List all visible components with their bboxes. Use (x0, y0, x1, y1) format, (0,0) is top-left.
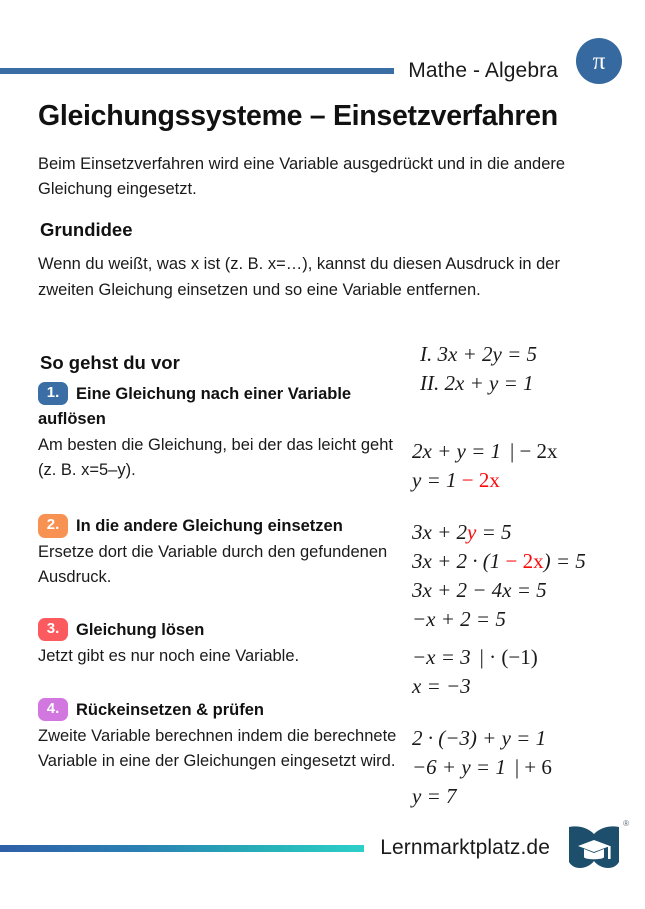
step-body-3: Jetzt gibt es nur noch eine Variable. (38, 646, 300, 665)
step-heading-4 (38, 698, 398, 723)
equation-expr: ) = 5 (543, 548, 586, 573)
step-item-2 (38, 514, 398, 591)
step-heading-3 (38, 618, 398, 643)
equation-line (412, 753, 552, 782)
step-badge-3: 3. (38, 618, 68, 641)
step-item-3 (38, 618, 398, 669)
section-heading-grundidee: Grundidee (40, 219, 133, 240)
steps-list (38, 382, 398, 786)
step-item-1 (38, 382, 398, 483)
equation-line (412, 547, 586, 576)
equation-highlight: y (467, 520, 477, 544)
step-heading-1 (38, 382, 398, 432)
equation-line (412, 518, 586, 547)
equation-line: y = 7 (412, 783, 457, 808)
equation-label-1: I. (420, 342, 433, 366)
step-title-1: Eine Gleichung nach einer Variable auflösen (38, 385, 352, 428)
pi-circle-icon (576, 38, 622, 84)
step-body-1: Am besten die Gleichung, bei der das leicht geht (z. B. x=5–y). (38, 435, 393, 479)
step-title-2: In die andere Gleichung einsetzen (76, 517, 343, 536)
equation-operation: | · (−1) (479, 645, 538, 669)
equation-operation: | + 6 (514, 754, 552, 779)
equation-line (412, 437, 558, 466)
equation-block-step3 (412, 643, 538, 701)
equation-line (412, 643, 538, 672)
intro-paragraph: Beim Einsetzverfahren wird eine Variable ausgedrückt und in die andere Gleichung eingesetzt. (38, 155, 566, 199)
footer-divider-rule (0, 845, 364, 852)
step-badge-4: 4. (38, 698, 68, 721)
equation-line (412, 466, 558, 495)
equation-line: 2 · (−3) + y = 1 (412, 726, 547, 750)
section-heading-vorgehen: So gehst du vor (40, 352, 180, 373)
step-badge-1: 1. (38, 382, 68, 405)
equation-block-system (420, 340, 537, 398)
equation-operation: | − 2x (509, 439, 558, 463)
page-footer (0, 817, 645, 879)
step-title-3: Gleichung lösen (76, 620, 205, 639)
equation-line: x = −3 (412, 673, 471, 698)
equation-expr: 2x + y = 1 (412, 439, 501, 463)
equation-highlight: − 2x (505, 548, 544, 573)
step-title-4: Rückeinsetzen & prüfen (76, 701, 264, 720)
page-title: Gleichungssysteme – Einsetzverfahren (38, 100, 558, 132)
equation-expr-2: 2x + y = 1 (444, 370, 534, 395)
subject-label: Mathe - Algebra (408, 58, 558, 82)
equation-expr: 3x + 2 · (1 (412, 548, 506, 573)
equation-block-step2 (412, 518, 586, 634)
equation-expr: −x = 3 (412, 645, 471, 669)
step-body-4: Zweite Variable berechnen indem die berechnete Variable in eine der Gleichungen eingesetzt wird. (38, 726, 397, 771)
graduation-book-icon (566, 819, 629, 876)
svg-text:π: π (592, 48, 606, 75)
equation-expr: = 5 (476, 520, 512, 544)
equation-expr: 3x + 2 (412, 520, 467, 544)
equation-expr: −6 + y = 1 (412, 754, 506, 779)
page-header (0, 30, 645, 92)
section-body-grundidee: Wenn du weißt, was x ist (z. B. x=…), kannst du diesen Ausdruck in der zweiten Gleichung einsetzen und so eine Variable entfernen. (38, 255, 560, 299)
equation-line: 3x + 2 − 4x = 5 (412, 577, 547, 602)
header-divider-rule (0, 68, 394, 74)
equation-line (420, 340, 537, 369)
equation-block-step4 (412, 724, 552, 811)
equation-highlight: − 2x (461, 467, 500, 492)
equation-expr: y = 1 (412, 467, 462, 492)
step-item-4 (38, 698, 398, 775)
brand-label: Lernmarktplatz.de (380, 836, 550, 859)
equation-block-step1 (412, 437, 558, 495)
equation-expr-1: 3x + 2y = 5 (437, 342, 537, 366)
registered-trademark-mark: ® (623, 819, 629, 828)
equation-line (420, 369, 537, 398)
step-body-2: Ersetze dort die Variable durch den gefundenen Ausdruck. (38, 543, 388, 587)
equation-label-2: II. (420, 370, 440, 395)
step-badge-2: 2. (38, 514, 68, 537)
step-heading-2 (38, 514, 398, 539)
equation-line: −x + 2 = 5 (412, 606, 506, 631)
